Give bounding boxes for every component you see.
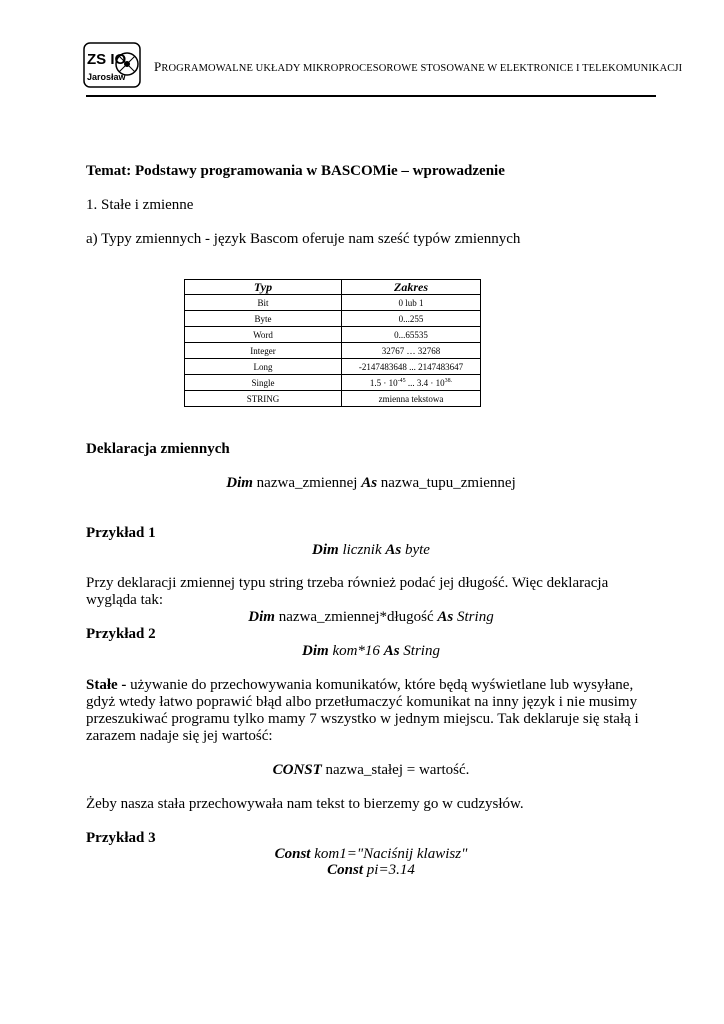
constants-line3: przeszukiwać programu tylko mamy 7 wszystko w jednym miejscu. Tak deklaruje się stałą i [86, 711, 639, 727]
example1-code: Dim licznik As byte [312, 542, 430, 558]
logo-text: ZS IO [87, 51, 127, 68]
declaration-syntax: Dim nazwa_zmiennej As nazwa_tupu_zmiennej [226, 475, 516, 491]
string-note-line1: Przy deklaracji zmiennej typu string trzeba również podać jej długość. Więc deklaracja [86, 575, 609, 591]
table-cell: Bit [185, 295, 342, 311]
table-cell: Integer [185, 343, 342, 359]
table-cell: Single [185, 375, 342, 391]
constants-line2: gdyż wtedy łatwo poprawić błąd albo przetłumaczyć komunikat na inny język i nie musimy [86, 694, 638, 710]
table-cell: 32767 … 32768 [342, 343, 481, 359]
example2-code: Dim kom*16 As String [302, 643, 440, 659]
table-cell: 0...255 [342, 311, 481, 327]
table-cell: zmienna tekstowa [342, 391, 481, 407]
subsection-text: a) Typy zmiennych - język Bascom oferuje nam sześć typów zmiennych [86, 231, 521, 247]
topic-heading: Temat: Podstawy programowania w BASCOMie – wprowadzenie [86, 163, 505, 179]
logo-subtext: Jarosław [87, 72, 126, 82]
declaration-heading: Deklaracja zmiennych [86, 441, 230, 457]
table-cell: -2147483648 ... 2147483647 [342, 359, 481, 375]
constants-note: Żeby nasza stała przechowywała nam tekst to bierzemy go w cudzysłów. [86, 796, 524, 812]
school-logo [83, 42, 141, 88]
table-row [185, 295, 481, 311]
table-row [185, 359, 481, 375]
table-header-range: Zakres [342, 280, 481, 295]
table-row [185, 375, 481, 391]
section-heading: 1. Stałe i zmienne [86, 197, 194, 213]
header-title: PROGRAMOWALNE UKŁADY MIKROPROCESOROWE STOSOWANE W ELEKTRONICE I TELEKOMUNIKACJI [154, 59, 683, 74]
table-cell: 0 lub 1 [342, 295, 481, 311]
string-note-line2: wygląda tak: [86, 592, 164, 608]
table-cell: $1.5 \cdot 10^{-45}$ ... $3.4 \cdot 10^{38.}$ [342, 375, 481, 391]
constants-line4: zarazem nadaje się jej wartość: [86, 728, 273, 744]
example3-code-line1: Const kom1="Naciśnij klawisz" [274, 846, 468, 862]
variable-types-table [184, 279, 481, 407]
table-cell: STRING [185, 391, 342, 407]
example2-heading: Przykład 2 [86, 626, 156, 642]
string-declaration-syntax: Dim nazwa_zmiennej*długość As String [248, 609, 494, 625]
table-cell: Byte [185, 311, 342, 327]
table-row [185, 311, 481, 327]
table-header-type: Typ [185, 280, 342, 295]
table-row [185, 391, 481, 407]
table-cell: Word [185, 327, 342, 343]
example1-heading: Przykład 1 [86, 525, 156, 541]
header-divider [86, 95, 656, 97]
table-row [185, 327, 481, 343]
constants-line1: Stałe - używanie do przechowywania komunikatów, które będą wyświetlane lub wysyłane, [86, 677, 634, 693]
table-cell: 0...65535 [342, 327, 481, 343]
table-header-row [185, 280, 481, 295]
example3-code-line2: Const pi=3.14 [327, 862, 415, 878]
table-row [185, 343, 481, 359]
const-declaration-syntax: CONST nazwa_stałej = wartość. [272, 762, 470, 778]
example3-heading: Przykład 3 [86, 830, 156, 846]
table-cell: Long [185, 359, 342, 375]
